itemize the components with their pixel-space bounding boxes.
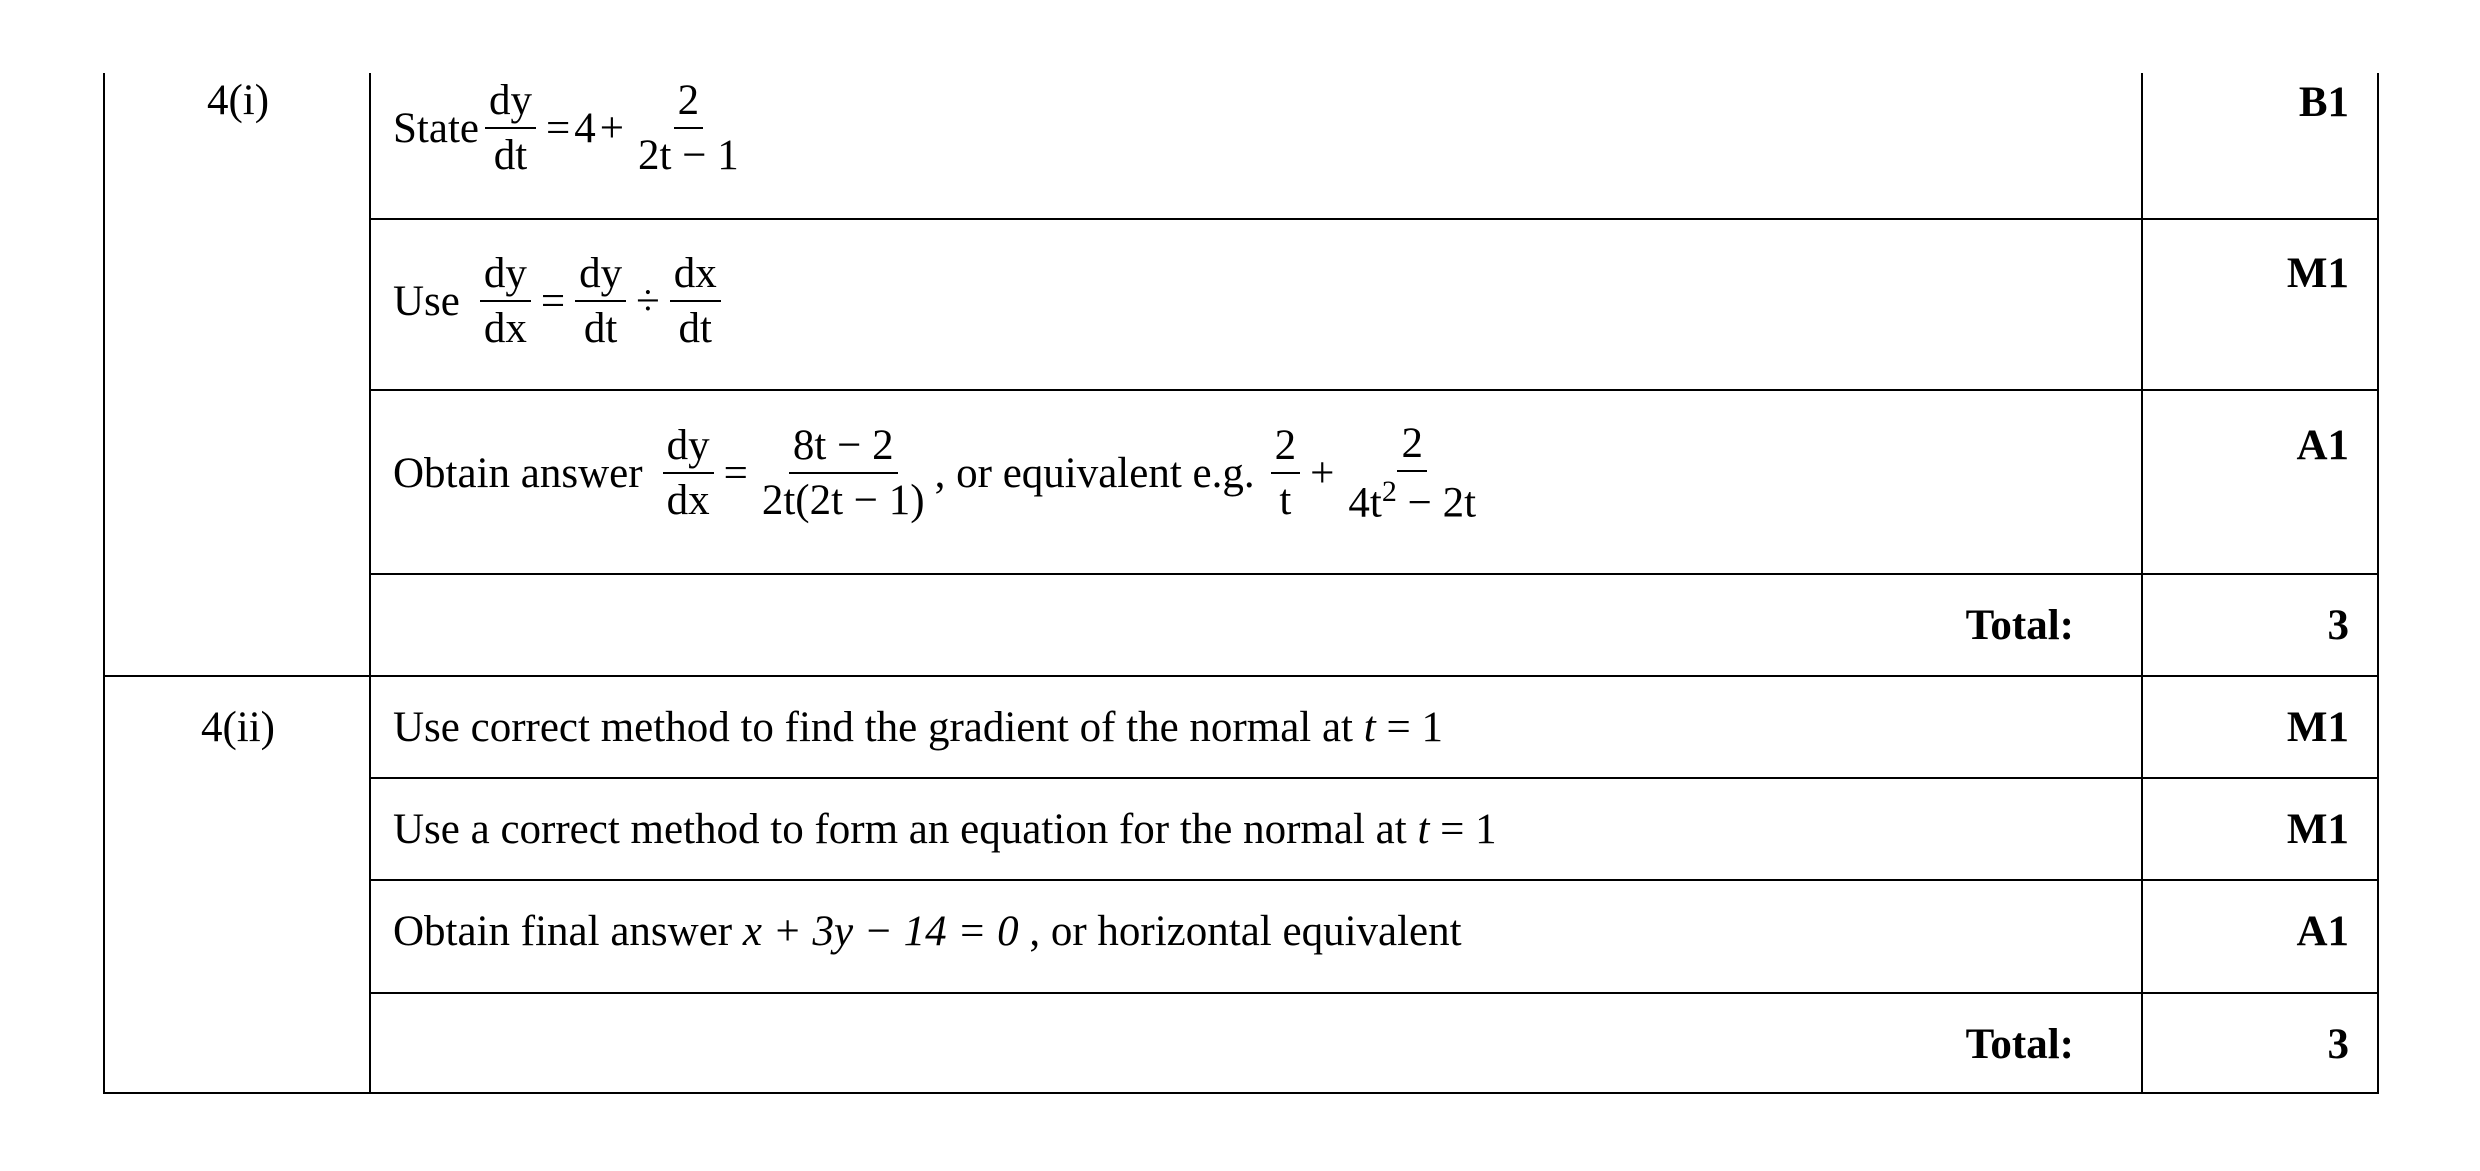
answer-use: Use $\frac{dy}{dx}$ = $\frac{dy}{dt}$ ÷ $\frac{dx}{dt}$ <box>393 251 727 351</box>
answer-keyword: State <box>393 104 479 152</box>
fraction: $\frac{dy}{dt}$ <box>485 78 536 178</box>
fraction: $\frac{2}{4t^2 - 2t}$ <box>1348 420 1477 527</box>
answer-gradient: Use correct method to find the gradient of the normal at t = 1 <box>393 704 1443 751</box>
table-left-border <box>103 73 105 1094</box>
column-divider-2 <box>2141 73 2143 1094</box>
mark-m1: M1 <box>2286 806 2349 853</box>
answer-equation: Use a correct method to form an equation for the normal at t = 1 <box>393 806 1497 853</box>
question-number: 4(i) <box>206 77 270 124</box>
row-divider <box>369 777 2379 779</box>
mark-scheme-table <box>103 73 2379 1094</box>
answer-state: State $\frac{dy}{dt}$ = 4 + $\frac{2}{2t - 1}$ <box>393 78 749 178</box>
row-divider <box>369 218 2379 220</box>
fraction: $\frac{dx}{dt}$ <box>670 251 721 351</box>
fraction: $\frac{2}{t}$ <box>1271 423 1301 523</box>
fraction: $\frac{dy}{dx}$ <box>663 423 714 523</box>
mark-a1: A1 <box>2296 422 2349 469</box>
row-divider <box>369 879 2379 881</box>
table-bottom-border <box>103 1092 2379 1094</box>
fraction: $\frac{2}{2t - 1}$ <box>638 77 739 180</box>
mark-b1: B1 <box>2298 79 2349 126</box>
column-divider-1 <box>369 73 371 1094</box>
fraction: $\frac{dy}{dx}$ <box>480 251 531 351</box>
mark-m1: M1 <box>2286 250 2349 297</box>
total-value: 3 <box>2327 1021 2349 1068</box>
row-divider <box>369 389 2379 391</box>
mark-m1: M1 <box>2286 704 2349 751</box>
fraction: $\frac{8t - 2}{2t(2t - 1)}$ <box>761 422 925 525</box>
table-right-border <box>2377 73 2379 1094</box>
answer-obtain: Obtain answer $\frac{dy}{dx}$ = $\frac{8t - 2}{2t(2t - 1)}$ , or equivalent e.g. $\frac{2}{t}$ + $\frac{2}{4t^2 - 2t}$ <box>393 421 1486 526</box>
row-divider <box>369 573 2379 575</box>
answer-final: Obtain final answer x + 3y − 14 = 0 , or horizontal equivalent <box>393 908 1462 955</box>
fraction: $\frac{dy}{dt}$ <box>575 251 626 351</box>
row-divider <box>369 992 2379 994</box>
question-divider <box>103 675 2379 677</box>
mark-a1: A1 <box>2296 908 2349 955</box>
total-label: Total: <box>1965 602 2074 649</box>
total-label: Total: <box>1965 1021 2074 1068</box>
question-number: 4(ii) <box>200 704 276 751</box>
total-value: 3 <box>2327 602 2349 649</box>
